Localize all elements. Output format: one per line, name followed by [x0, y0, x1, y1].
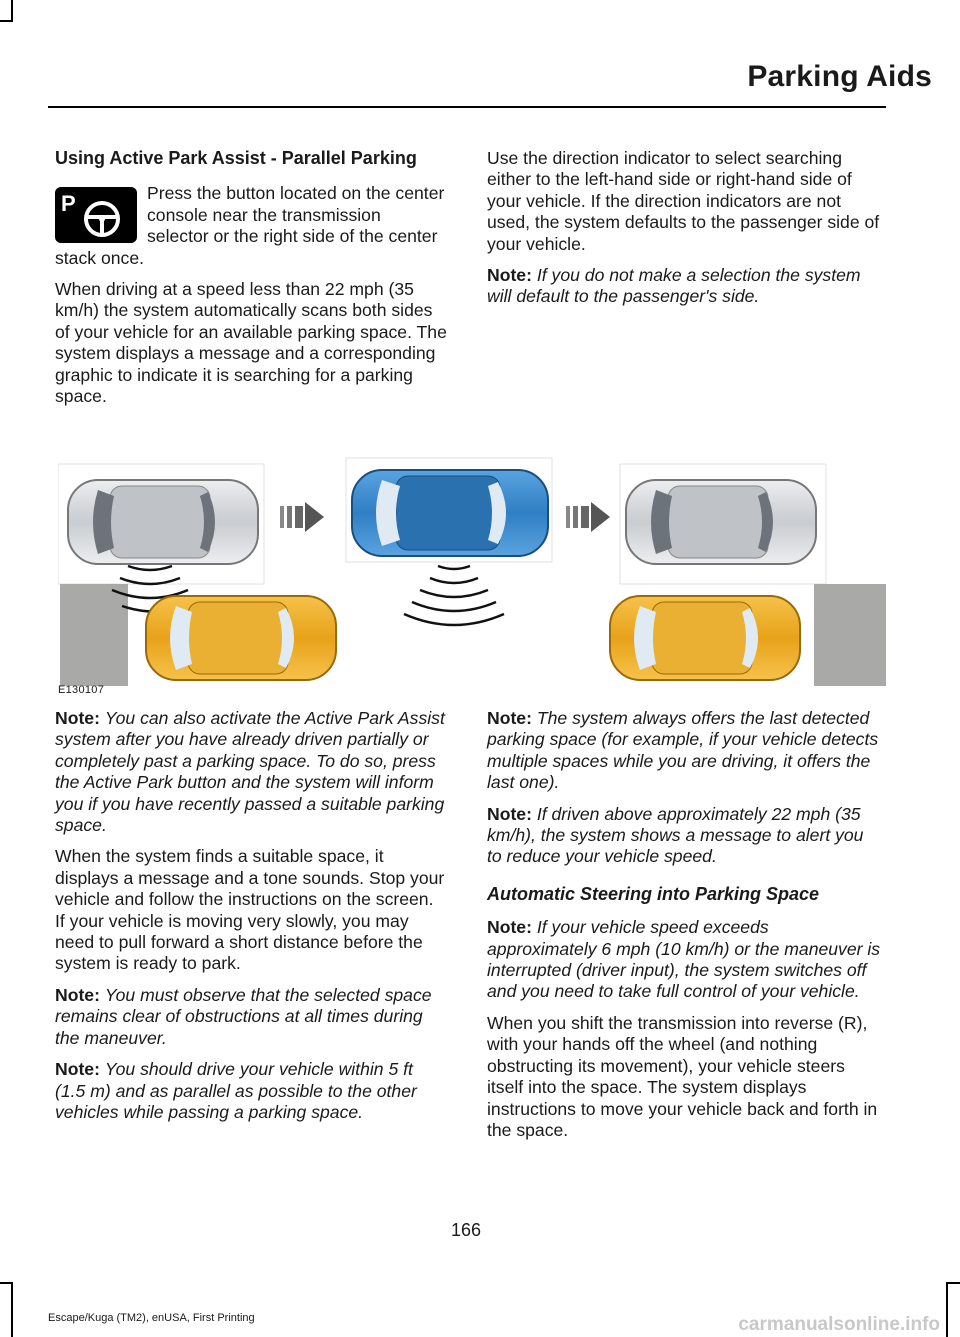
note-text: You must observe that the selected space remains clear of obstructions at all times during the maneuver.	[55, 984, 432, 1048]
crop-mark	[0, 1282, 12, 1284]
paragraph: When the system finds a suitable space, it displays a message and a tone sounds. Stop your vehicle and follow the instructions on the screen. If your vehicle is moving very slowly, you may need to pull forward a short distance before the system is ready to park.	[55, 846, 445, 974]
crop-mark	[11, 1282, 13, 1337]
note	[55, 708, 447, 836]
crop-mark	[946, 1282, 960, 1284]
note-label: Note:	[55, 1059, 100, 1080]
arrow-right-icon	[280, 502, 324, 532]
parking-illustration	[58, 456, 888, 696]
paragraph: When driving at a speed less than 22 mph (35 km/h) the system automatically scans both sides of your vehicle for an available parking space. The system displays a message and a corresponding graphic to indicate it is searching for a parking space.	[55, 279, 447, 407]
crop-mark	[946, 1282, 948, 1337]
left-column-top	[55, 148, 447, 417]
note	[55, 985, 447, 1049]
note-label: Note:	[55, 984, 100, 1005]
left-column-bottom	[55, 708, 447, 1133]
note-text: If your vehicle speed exceeds approximately 6 mph (10 km/h) or the maneuver is interrupted (driver input), the system switches off and you need to take full control of your vehicle.	[487, 917, 881, 1002]
sensor-wave-icon	[404, 566, 504, 625]
silver-car-icon	[626, 480, 816, 564]
watermark: carmanualsonline.info	[738, 1314, 940, 1335]
figure-code: E130107	[58, 684, 105, 696]
curb-right	[814, 584, 886, 686]
paragraph: When you shift the transmission into reverse (R), with your hands off the wheel (and nothing obstructing its movement), your vehicle steers itself into the space. The system displays instructions to move your vehicle back and forth in the space.	[487, 1012, 878, 1140]
footer-text: Escape/Kuga (TM2), enUSA, First Printing	[48, 1312, 255, 1324]
note	[487, 708, 883, 794]
paragraph: Use the direction indicator to select searching either to the left-hand side or right-hand side of your vehicle. If the direction indicators are not used, the system defaults to the passenger side of your vehicle.	[487, 148, 880, 254]
arrow-right-icon	[566, 502, 610, 532]
note-text: You should drive your vehicle within 5 ft (1.5 m) and as parallel as possible to the other vehicles while passing a parking space.	[55, 1059, 417, 1122]
note	[487, 265, 883, 308]
crop-mark	[11, 0, 13, 22]
orange-car-icon	[146, 596, 336, 680]
curb-left	[60, 584, 128, 686]
right-column-top	[487, 148, 883, 318]
header-rule	[48, 106, 886, 108]
note-text: You can also activate the Active Park Assist system after you have already driven partially or completely past a parking space. To do so, press the Active Park button and the system will inform you if you have recently passed a suitable parking space.	[55, 708, 445, 836]
note-text: The system always offers the last detected parking space (for example, if your vehicle detects multiple spaces while you are driving, it offers the last one).	[487, 708, 879, 793]
orange-car-icon	[610, 596, 800, 680]
paragraph: Press the button located on the center console near the transmission selector or the right side of the center stack once.	[55, 183, 445, 268]
page-title: Parking Aids	[747, 60, 932, 93]
blue-car-icon	[352, 470, 548, 556]
note-label: Note:	[487, 803, 532, 824]
silver-car-icon	[68, 480, 258, 564]
note-text: If driven above approximately 22 mph (35 km/h), the system shows a message to alert you to reduce your vehicle speed.	[487, 803, 864, 867]
note-label: Note:	[55, 708, 100, 728]
page-number: 166	[450, 1220, 482, 1240]
note	[487, 804, 883, 868]
svg-text:P: P	[61, 191, 76, 217]
crop-mark	[0, 20, 12, 22]
note-label: Note:	[487, 708, 532, 728]
active-park-assist-icon	[55, 187, 137, 243]
note-label: Note:	[487, 917, 532, 938]
section-heading: Automatic Steering into Parking Space	[487, 883, 820, 904]
note-text: If you do not make a selection the system will default to the passenger's side.	[487, 265, 861, 307]
note-label: Note:	[487, 265, 532, 286]
right-column-bottom	[487, 708, 883, 1151]
note	[487, 917, 883, 1003]
section-heading: Using Active Park Assist - Parallel Parking	[55, 148, 417, 168]
note	[55, 1059, 447, 1123]
